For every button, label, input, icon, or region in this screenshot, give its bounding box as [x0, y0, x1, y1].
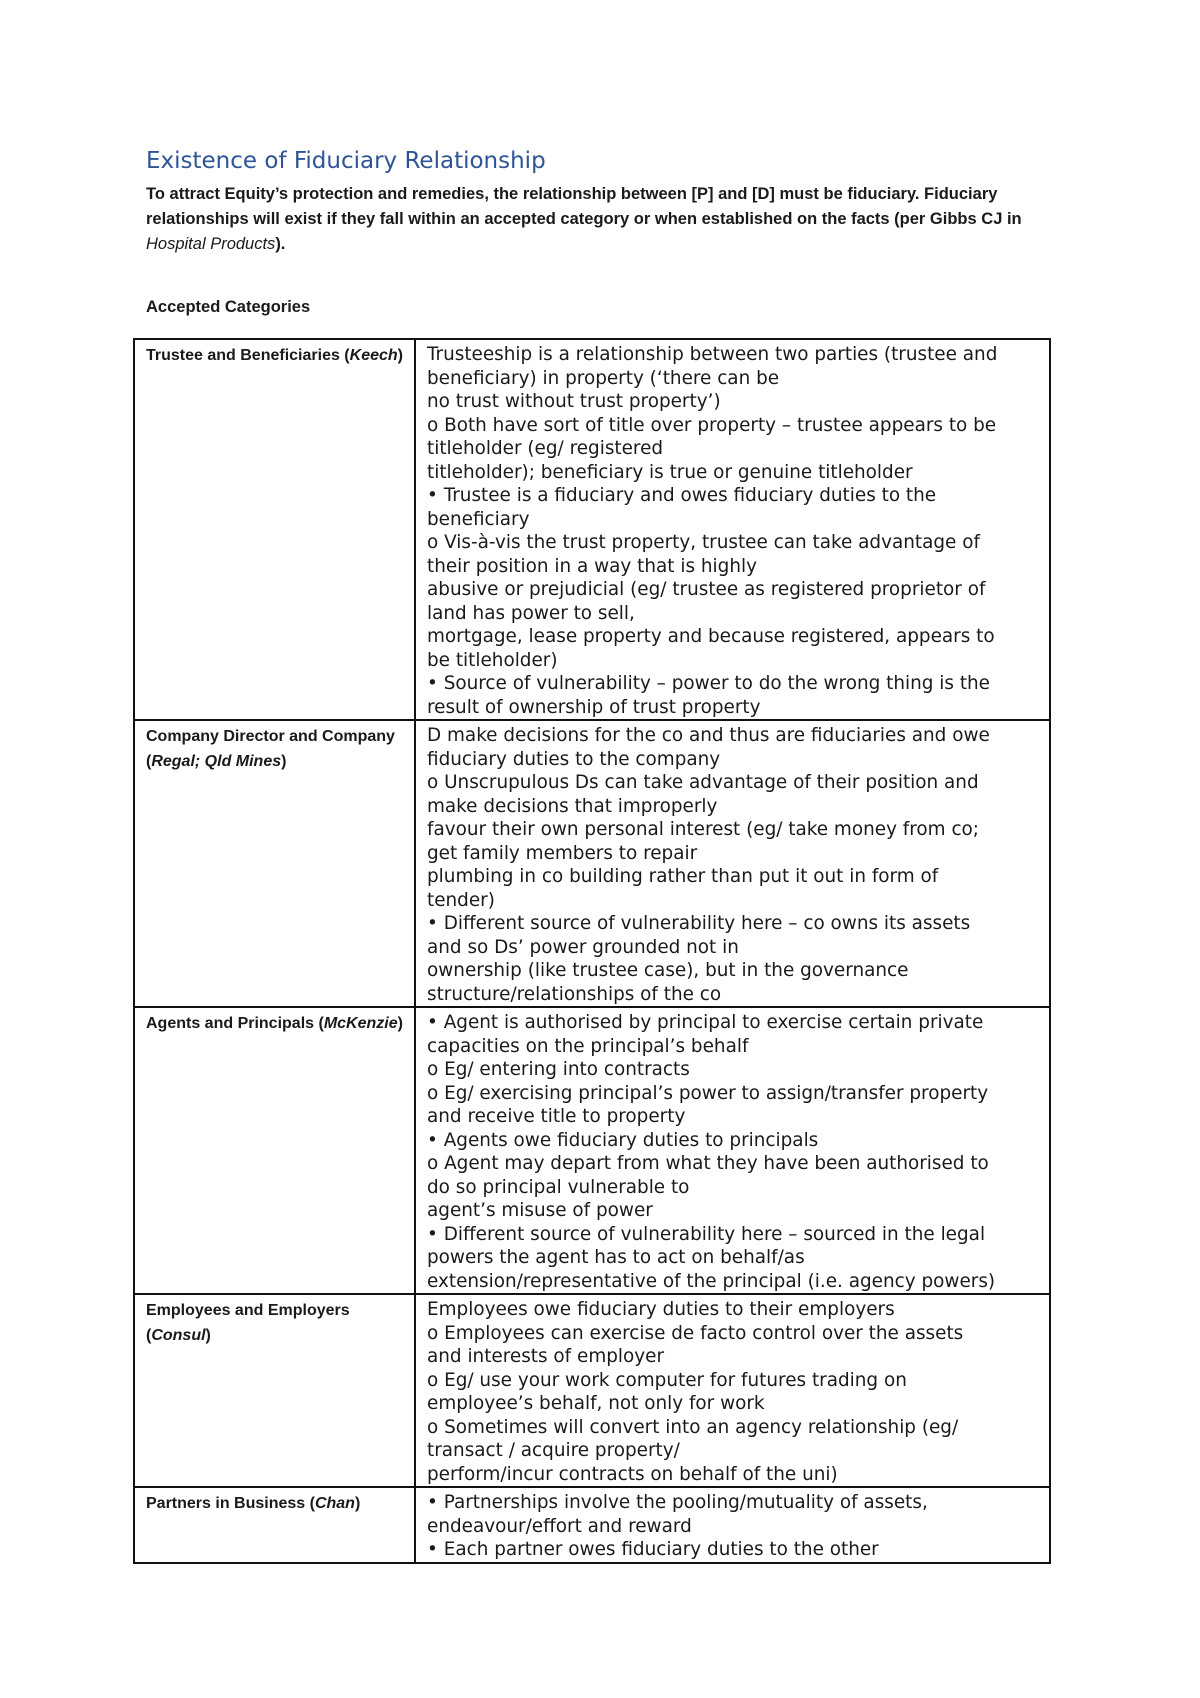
case-citation: Regal; Qld Mines — [151, 753, 282, 770]
description-line: • Different source of vulnerability here – sourced in the legal — [427, 1223, 986, 1245]
description-line: o Eg/ entering into contracts — [427, 1059, 690, 1080]
description-line: and receive title to property — [427, 1106, 686, 1127]
description-line: and so Ds’ power grounded not in — [427, 936, 739, 958]
description-line: o Employees can exercise de facto control over the assets — [427, 1322, 964, 1344]
description-line: get family members to repair — [427, 842, 698, 864]
description-line: o Unscrupulous Ds can take advantage of their position and — [427, 772, 979, 793]
case-citation: Consul — [151, 1327, 206, 1344]
description-line: structure/relationships of the co — [427, 983, 722, 1005]
description-line: make decisions that improperly — [427, 795, 718, 817]
description-cell — [415, 1007, 1050, 1294]
category-name: Employees and Employers — [146, 1302, 350, 1319]
description-line: titleholder); beneficiary is true or genuine titleholder — [427, 461, 913, 483]
description-line: result of ownership of trust property — [427, 696, 761, 718]
table-body — [134, 339, 1050, 1563]
section-heading: Accepted Categories — [146, 298, 311, 316]
category-cell: Employees and Employers (Consul) — [134, 1294, 415, 1487]
description-line: land has power to sell, — [427, 602, 635, 624]
description-line: employee’s behalf, not only for work — [427, 1393, 765, 1414]
description-line: fiduciary duties to the company — [427, 748, 721, 770]
description-line: • Source of vulnerability – power to do the wrong thing is the — [427, 673, 990, 694]
intro-case-citation: Hospital Products — [146, 235, 276, 253]
table-row — [134, 1294, 1050, 1487]
description-line: ownership (like trustee case), but in the governance — [427, 960, 909, 981]
category-cell: Agents and Principals (McKenzie) — [134, 1007, 415, 1294]
description-line: endeavour/effort and reward — [427, 1515, 692, 1537]
description-line: o Eg/ use your work computer for futures trading on — [427, 1369, 907, 1391]
description-line: D make decisions for the co and thus are fiduciaries and owe — [427, 725, 990, 746]
description-cell — [415, 1487, 1050, 1563]
intro-text: To attract Equity’s protection and remedies, the relationship between [P] and [D] must be fiduciary. Fiduciary relationships will exist if they fall within an accepted category or when established on the facts (per Gibbs CJ in — [146, 185, 1022, 228]
description-cell — [415, 339, 1050, 720]
description-line: transact / acquire property/ — [427, 1440, 680, 1461]
description-line: powers the agent has to act on behalf/as — [427, 1247, 805, 1268]
category-cell: Partners in Business (Chan) — [134, 1487, 415, 1563]
table-row — [134, 1487, 1050, 1563]
table-row — [134, 1007, 1050, 1294]
table-row — [134, 339, 1050, 720]
intro-end: ). — [275, 235, 286, 253]
category-cell: Company Director and Company (Regal; Qld Mines) — [134, 720, 415, 1007]
case-citation: McKenzie — [323, 1015, 398, 1032]
description-cell — [415, 720, 1050, 1007]
description-line: do so principal vulnerable to — [427, 1176, 690, 1198]
description-line: • Each partner owes fiduciary duties to the other — [427, 1539, 879, 1560]
description-line: o Eg/ exercising principal’s power to assign/transfer property — [427, 1082, 989, 1104]
description-cell — [415, 1294, 1050, 1487]
description-line: and interests of employer — [427, 1346, 665, 1367]
description-line: • Different source of vulnerability here – co owns its assets — [427, 913, 971, 934]
table-row — [134, 720, 1050, 1007]
description-line: abusive or prejudicial (eg/ trustee as registered proprietor of — [427, 579, 986, 600]
page-title: Existence of Fiduciary Relationship — [146, 148, 546, 174]
category-name: Agents and Principals — [146, 1015, 315, 1032]
description-line: • Partnerships involve the pooling/mutuality of assets, — [427, 1492, 928, 1513]
description-line: be titleholder) — [427, 649, 558, 671]
description-line: extension/representative of the principal (i.e. agency powers) — [427, 1270, 996, 1292]
description-line: Trusteeship is a relationship between two parties (trustee and — [427, 344, 998, 365]
description-line: their position in a way that is highly — [427, 555, 757, 577]
description-line: plumbing in co building rather than put it out in form of — [427, 866, 939, 887]
description-line: Employees owe fiduciary duties to their employers — [427, 1299, 895, 1320]
case-citation: Keech — [349, 347, 398, 364]
description-line: agent’s misuse of power — [427, 1200, 653, 1221]
description-line: capacities on the principal’s behalf — [427, 1035, 749, 1057]
description-line: • Agent is authorised by principal to exercise certain private — [427, 1012, 984, 1033]
description-line: beneficiary) in property (‘there can be — [427, 367, 780, 389]
description-line: • Trustee is a fiduciary and owes fiduciary duties to the — [427, 485, 937, 506]
description-line: o Sometimes will convert into an agency relationship (eg/ — [427, 1416, 959, 1438]
description-line: o Vis-à-vis the trust property, trustee can take advantage of — [427, 532, 980, 553]
description-line: titleholder (eg/ registered — [427, 438, 664, 459]
case-citation: Chan — [314, 1495, 355, 1512]
intro-paragraph — [146, 182, 1066, 257]
description-line: beneficiary — [427, 508, 530, 530]
description-line: o Agent may depart from what they have been authorised to — [427, 1153, 989, 1174]
description-line: mortgage, lease property and because registered, appears to — [427, 626, 995, 647]
description-line: no trust without trust property’) — [427, 391, 721, 412]
description-line: o Both have sort of title over property – trustee appears to be — [427, 414, 997, 436]
description-line: • Agents owe fiduciary duties to principals — [427, 1129, 819, 1151]
description-line: perform/incur contracts on behalf of the uni) — [427, 1463, 838, 1485]
category-cell: Trustee and Beneficiaries (Keech) — [134, 339, 415, 720]
category-name: Trustee and Beneficiaries — [146, 347, 340, 364]
accepted-categories-table — [133, 338, 1051, 1564]
category-name: Company Director and Company — [146, 728, 395, 745]
description-line: favour their own personal interest (eg/ take money from co; — [427, 819, 980, 840]
category-name: Partners in Business — [146, 1495, 306, 1512]
description-line: tender) — [427, 889, 495, 911]
